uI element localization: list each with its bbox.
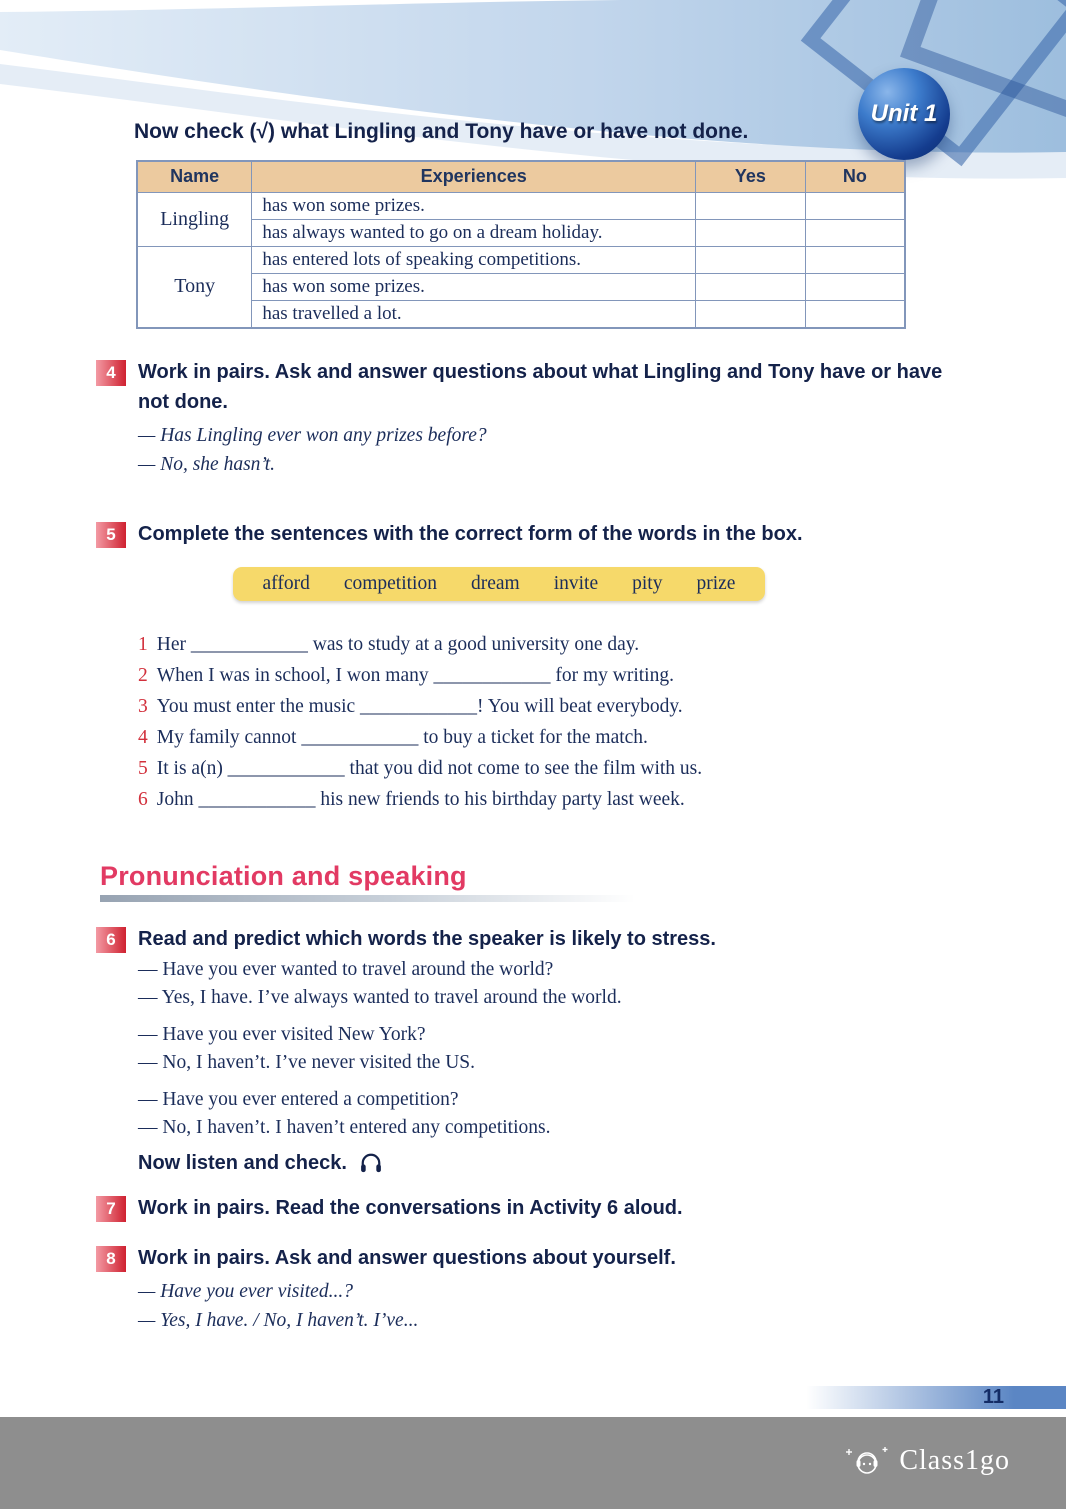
name-cell-lingling: Lingling bbox=[137, 192, 252, 246]
no-check-cell bbox=[805, 219, 905, 246]
sentence-item bbox=[138, 753, 970, 784]
example-line: — Yes, I have. / No, I haven’t. I’ve... bbox=[138, 1309, 419, 1331]
activity-4 bbox=[96, 357, 970, 479]
pronunciation-section-heading-block bbox=[100, 861, 970, 902]
activity-5 bbox=[96, 519, 970, 815]
sentence-number: 4 bbox=[138, 726, 148, 748]
section-heading: Pronunciation and speaking bbox=[100, 860, 467, 891]
dialogue-answer: — No, I haven’t. I haven’t entered any competitions. bbox=[138, 1116, 551, 1138]
example-line: — No, she hasn’t. bbox=[138, 453, 276, 475]
activity-7 bbox=[96, 1193, 970, 1223]
section-heading-underline bbox=[100, 895, 635, 902]
sentence-number: 3 bbox=[138, 695, 148, 717]
listen-and-check-line bbox=[138, 1152, 970, 1175]
word-box-word: dream bbox=[470, 572, 520, 594]
activity-6 bbox=[96, 924, 970, 1175]
sentence-text: You must enter the music ____________! You will beat everybody. bbox=[156, 695, 683, 717]
unit-label: Unit 1 bbox=[870, 100, 938, 127]
example-line: — Has Lingling ever won any prizes before? bbox=[138, 424, 487, 446]
experience-cell: has won some prizes. bbox=[252, 192, 696, 219]
experience-cell: has entered lots of speaking competitions. bbox=[252, 246, 696, 273]
sentence-text: When I was in school, I won many ____________ for my writing. bbox=[156, 664, 674, 686]
yes-check-cell bbox=[696, 219, 806, 246]
brand-logo bbox=[843, 1443, 1010, 1479]
dialogue-question: — Have you ever visited New York? bbox=[138, 1023, 426, 1045]
mascot-icon bbox=[843, 1443, 891, 1479]
brand-name: Class1go bbox=[899, 1445, 1010, 1476]
sentence-item bbox=[138, 722, 970, 753]
activity-4-examples bbox=[138, 421, 970, 479]
check-table-heading: Now check (√) what Lingling and Tony have or have not done. bbox=[134, 120, 749, 143]
dialogue-list bbox=[138, 956, 970, 1142]
table-header-row bbox=[137, 161, 905, 192]
table-row bbox=[137, 219, 905, 246]
footer bbox=[0, 1417, 1066, 1509]
column-header-yes: Yes bbox=[696, 161, 806, 192]
column-header-no: No bbox=[805, 161, 905, 192]
sentence-number: 2 bbox=[138, 664, 148, 686]
fill-in-sentences bbox=[138, 629, 970, 815]
activity-7-instruction: Work in pairs. Read the conversations in Activity 6 aloud. bbox=[138, 1196, 683, 1219]
page-content bbox=[0, 120, 1066, 1335]
table-row bbox=[137, 273, 905, 300]
yes-check-cell bbox=[696, 273, 806, 300]
sentence-number: 5 bbox=[138, 757, 148, 779]
dialogue-question: — Have you ever wanted to travel around the world? bbox=[138, 958, 554, 980]
sentence-text: John ____________ his new friends to his birthday party last week. bbox=[156, 788, 685, 810]
activity-6-instruction: Read and predict which words the speaker is likely to stress. bbox=[138, 927, 716, 950]
dialogue-question: — Have you ever entered a competition? bbox=[138, 1088, 459, 1110]
dialogue-pair bbox=[138, 1021, 970, 1077]
table-row bbox=[137, 300, 905, 328]
yes-check-cell bbox=[696, 192, 806, 219]
yes-check-cell bbox=[696, 246, 806, 273]
word-box-word: prize bbox=[696, 572, 736, 594]
experience-cell: has travelled a lot. bbox=[252, 300, 696, 328]
word-box-word: afford bbox=[262, 572, 310, 594]
name-cell-tony: Tony bbox=[137, 246, 252, 328]
sentence-item bbox=[138, 629, 970, 660]
sentence-item bbox=[138, 691, 970, 722]
dialogue-pair bbox=[138, 956, 970, 1012]
no-check-cell bbox=[805, 300, 905, 328]
activity-5-instruction: Complete the sentences with the correct form of the words in the box. bbox=[138, 522, 803, 545]
sentence-item bbox=[138, 784, 970, 815]
sentence-text: It is a(n) ____________ that you did not come to see the film with us. bbox=[156, 757, 703, 779]
page-number-bar bbox=[806, 1386, 1066, 1409]
column-header-experiences: Experiences bbox=[252, 161, 696, 192]
column-header-name: Name bbox=[137, 161, 252, 192]
yes-check-cell bbox=[696, 300, 806, 328]
sentence-item bbox=[138, 660, 970, 691]
activity-7-number-badge: 7 bbox=[96, 1196, 126, 1222]
sentence-number: 1 bbox=[138, 633, 148, 655]
activity-8 bbox=[96, 1243, 970, 1335]
headphones-icon bbox=[359, 1152, 383, 1174]
no-check-cell bbox=[805, 192, 905, 219]
activity-8-instruction: Work in pairs. Ask and answer questions about yourself. bbox=[138, 1246, 676, 1269]
dialogue-pair bbox=[138, 1086, 970, 1142]
activity-4-number-badge: 4 bbox=[96, 360, 126, 386]
activity-8-examples bbox=[138, 1277, 970, 1335]
page-number: 11 bbox=[982, 1386, 1004, 1408]
word-box-word: invite bbox=[553, 572, 599, 594]
activity-6-number-badge: 6 bbox=[96, 927, 126, 953]
table-row bbox=[137, 192, 905, 219]
word-box-word: competition bbox=[343, 572, 437, 594]
dialogue-answer: — No, I haven’t. I’ve never visited the US. bbox=[138, 1051, 476, 1073]
sentence-number: 6 bbox=[138, 788, 148, 810]
no-check-cell bbox=[805, 246, 905, 273]
activity-5-number-badge: 5 bbox=[96, 522, 126, 548]
experiences-table bbox=[136, 160, 906, 329]
listen-label: Now listen and check. bbox=[138, 1151, 347, 1174]
activity-8-number-badge: 8 bbox=[96, 1246, 126, 1272]
word-box-word: pity bbox=[632, 572, 663, 594]
word-box bbox=[233, 567, 765, 601]
activity-4-instruction: Work in pairs. Ask and answer questions about what Lingling and Tony have or have not done. bbox=[138, 360, 943, 413]
experience-cell: has always wanted to go on a dream holiday. bbox=[252, 219, 696, 246]
dialogue-answer: — Yes, I have. I’ve always wanted to travel around the world. bbox=[138, 986, 622, 1008]
sentence-text: Her ____________ was to study at a good university one day. bbox=[156, 633, 640, 655]
example-line: — Have you ever visited...? bbox=[138, 1280, 353, 1302]
sentence-text: My family cannot ____________ to buy a ticket for the match. bbox=[156, 726, 648, 748]
experience-cell: has won some prizes. bbox=[252, 273, 696, 300]
table-row bbox=[137, 246, 905, 273]
no-check-cell bbox=[805, 273, 905, 300]
